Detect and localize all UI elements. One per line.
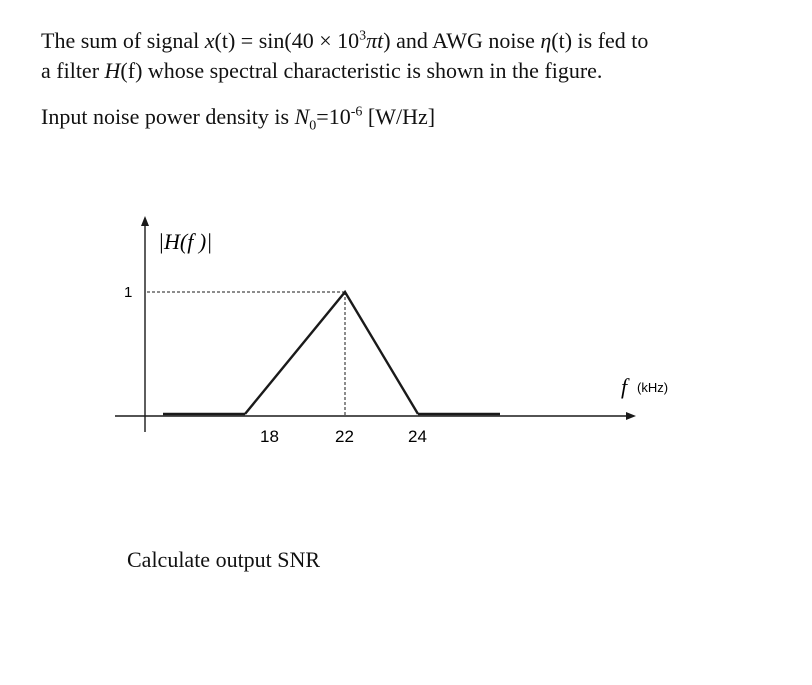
noise-density-value: =10: [316, 104, 351, 129]
x-axis-label-f: f: [621, 374, 628, 399]
noise-argument: (t): [551, 28, 573, 53]
problem-text-fragment: Input noise power density is: [41, 104, 295, 129]
x-tick-18: 18: [260, 427, 279, 446]
y-tick-1: 1: [124, 284, 133, 301]
noise-density-exponent: -6: [350, 104, 363, 120]
x-axis-arrow: [626, 412, 636, 420]
signal-expression: (t) = sin(40 × 10: [214, 28, 360, 53]
noise-density-subscript: 0: [309, 118, 317, 134]
problem-text-fragment: ) and AWG noise: [383, 28, 541, 53]
problem-text-fragment: a filter: [41, 58, 105, 83]
x-axis-units: (kHz): [637, 380, 669, 395]
signal-symbol: x: [204, 28, 215, 53]
noise-symbol: η: [540, 28, 552, 53]
noise-density-symbol: N: [294, 104, 310, 129]
y-axis-label: |H(f )|: [158, 229, 213, 254]
problem-text-fragment: is fed to: [572, 28, 649, 53]
problem-text-fragment: whose spectral characteristic is shown in the figure.: [142, 58, 603, 83]
y-axis-arrow: [141, 216, 149, 226]
noise-density-units: [W/Hz]: [362, 104, 436, 129]
signal-exponent: 3: [359, 28, 367, 44]
filter-argument: (f): [120, 58, 143, 83]
filter-response-line: [245, 292, 418, 414]
x-tick-24: 24: [408, 427, 427, 446]
x-tick-22: 22: [335, 427, 354, 446]
filter-symbol: H: [104, 58, 121, 83]
signal-pi-t: πt: [366, 28, 384, 53]
problem-text-fragment: The sum of signal: [41, 28, 205, 53]
question-text: Calculate output SNR: [127, 547, 321, 572]
